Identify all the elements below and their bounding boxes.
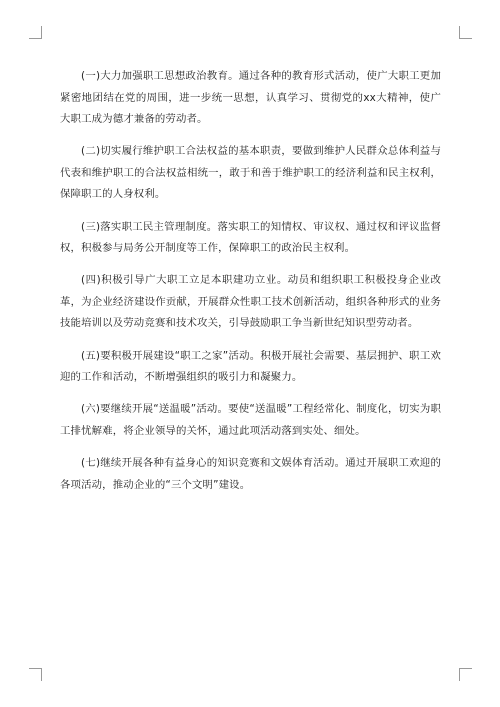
paragraph-1: (一)大力加强职工思想政治教育。通过各种的教育形式活动，使广大职工更加紧密地团结在党的周围，进一步统一思想，认真学习、贯彻党的xx大精神，使广大职工成为德才兼备的劳动者。 bbox=[60, 70, 441, 126]
crop-mark-bottom-left bbox=[29, 668, 42, 681]
paragraph-2: (二)切实履行维护职工合法权益的基本职责，要做到维护人民群众总体利益与代表和维护职工的合法权益相统一，敢于和善于维护职工的经济利益和民主权利，保障职工的人身权利。 bbox=[60, 145, 441, 201]
paragraph-6: (六)要继续开展“送温暖”活动。要使“送温暖”工程经常化、制度化，切实为职工排忧解难，将企业领导的关怀，通过此项活动落到实处、细处。 bbox=[60, 403, 441, 437]
paragraph-3: (三)落实职工民主管理制度。落实职工的知情权、审议权、通过权和评议监督权，积极参与局务公开制度等工作，保障职工的政治民主权利。 bbox=[60, 220, 441, 255]
crop-mark-top-left bbox=[29, 26, 42, 39]
crop-mark-bottom-right bbox=[459, 668, 472, 681]
crop-mark-top-right bbox=[459, 26, 472, 39]
paragraph-7: (七)继续开展各种有益身心的知识竞赛和文娱体育活动。通过开展职工欢迎的各项活动，推动企业的“三个文明”建设。 bbox=[60, 456, 441, 491]
paragraph-4: (四)积极引导广大职工立足本职建功立业。动员和组织职工积极投身企业改革，为企业经济建设作贡献，开展群众性职工技术创新活动，组织各种形式的业务技能培训以及劳动竞赛和技术攻关，引导鼓励职工争当新世纪知识型劳动者。 bbox=[60, 274, 441, 330]
paragraph-5: (五)要积极开展建设“职工之家”活动。积极开展社会需要、基层拥护、职工欢迎的工作和活动，不断增强组织的吸引力和凝聚力。 bbox=[60, 349, 441, 384]
document-body bbox=[60, 66, 441, 507]
